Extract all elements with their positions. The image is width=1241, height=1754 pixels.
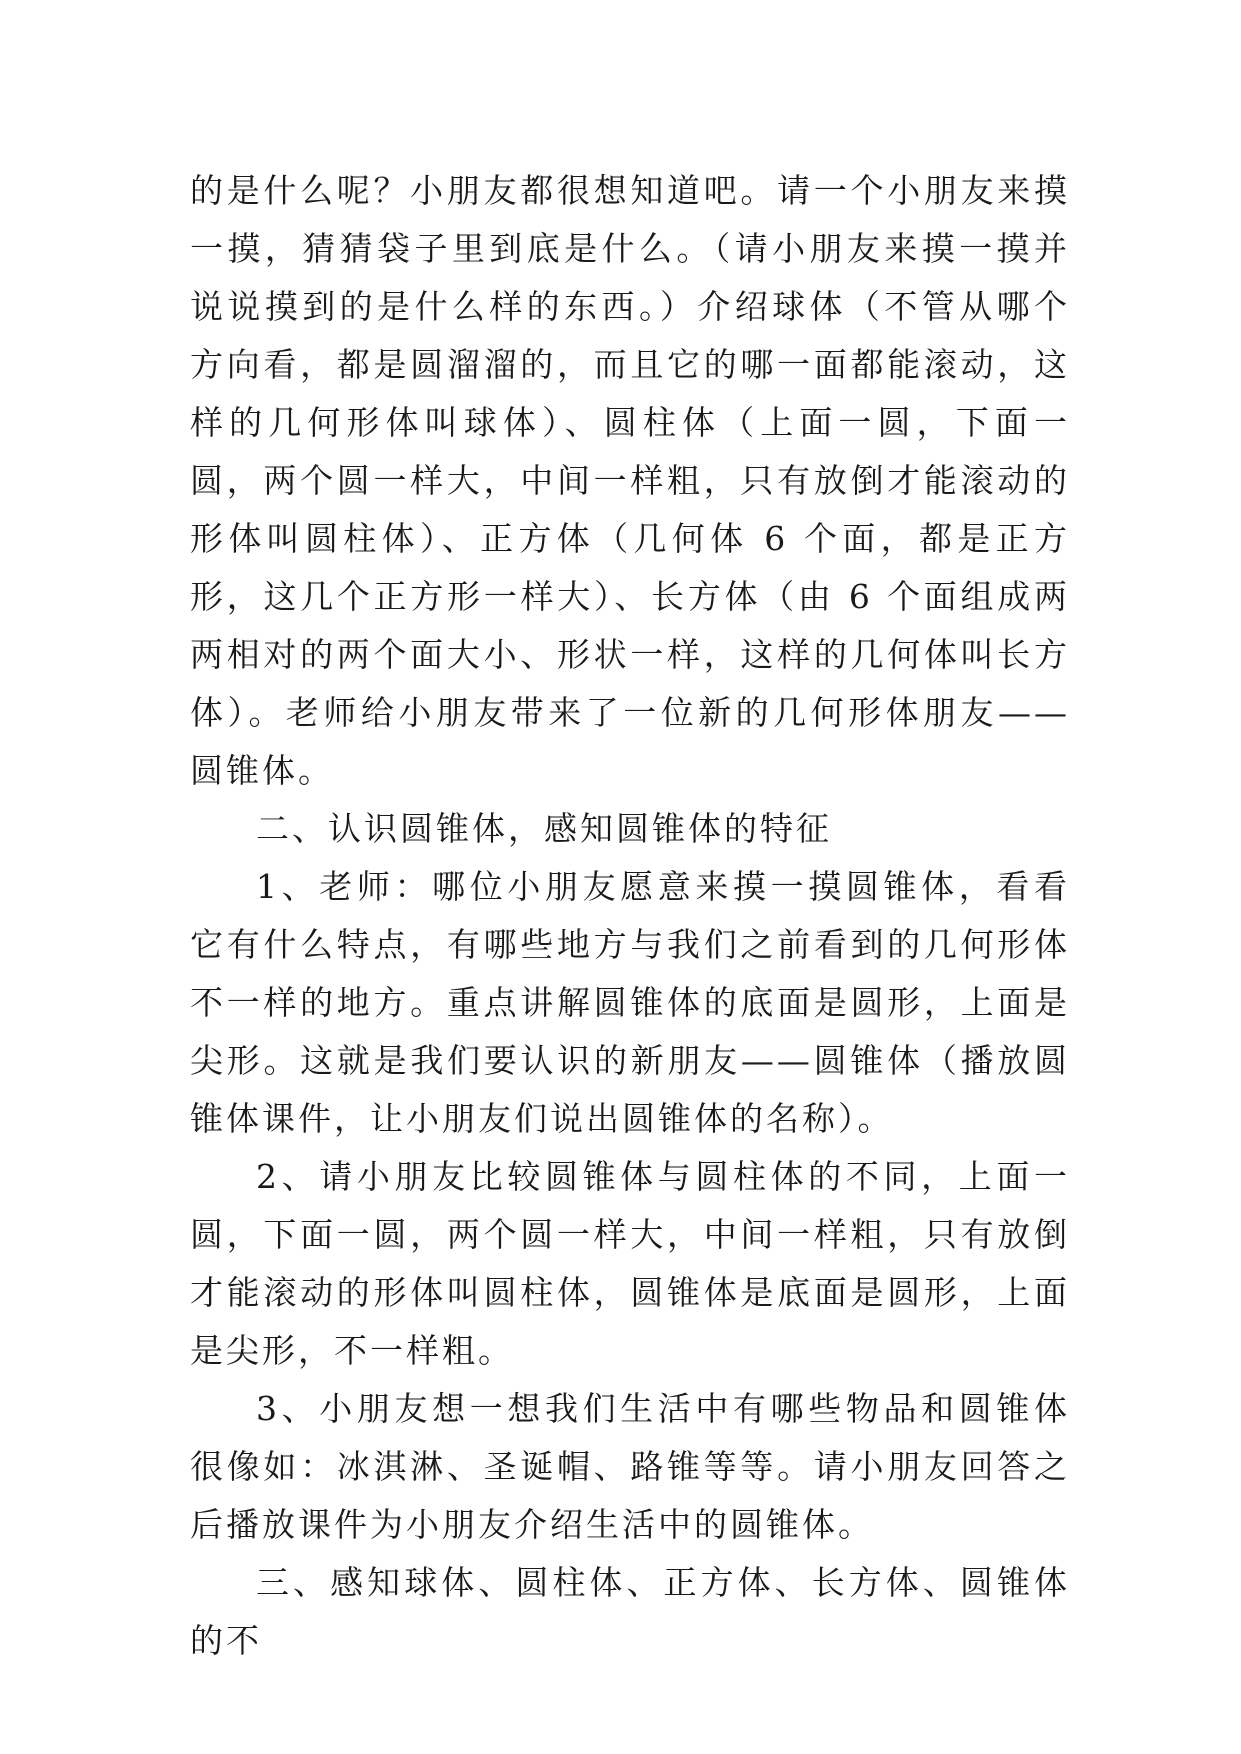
body-paragraph: 2、请小朋友比较圆锥体与圆柱体的不同，上面一圆，下面一圆，两个圆一样大，中间一样粗，只有放倒才能滚动的形体叫圆柱体，圆锥体是底面是圆形，上面是尖形，不一样粗。 [190, 1157, 1070, 1370]
body-paragraph: 的是什么呢？小朋友都很想知道吧。请一个小朋友来摸一摸，猜猜袋子里到底是什么。（请小朋友来摸一摸并说说摸到的是什么样的东西。）介绍球体（不管从哪个方向看，都是圆溜溜的，而且它的哪一面都能滚动，这样的几何形体叫球体）、圆柱体（上面一圆，下面一圆，两个圆一样大，中间一样粗，只有放倒才能滚动的形体叫圆柱体）、正方体（几何体 6 个面，都是正方形，这几个正方形一样大）、长方体（由 6 个面组成两两相对的两个面大小、形状一样，这样的几何体叫长方体）。老师给小朋友带来了一位新的几何形体朋友——圆锥体。 [190, 171, 1070, 790]
section-heading: 二、认识圆锥体，感知圆锥体的特征 [256, 809, 832, 848]
document-body [190, 162, 1070, 1670]
body-paragraph: 1、老师：哪位小朋友愿意来摸一摸圆锥体，看看它有什么特点，有哪些地方与我们之前看到的几何形体不一样的地方。重点讲解圆锥体的底面是圆形，上面是尖形。这就是我们要认识的新朋友——圆锥体（播放圆锥体课件，让小朋友们说出圆锥体的名称）。 [190, 867, 1070, 1138]
body-paragraph: 3、小朋友想一想我们生活中有哪些物品和圆锥体很像如：冰淇淋、圣诞帽、路锥等等。请小朋友回答之后播放课件为小朋友介绍生活中的圆锥体。 [190, 1389, 1070, 1544]
section-heading: 三、感知球体、圆柱体、正方体、长方体、圆锥体的不 [190, 1563, 1070, 1660]
